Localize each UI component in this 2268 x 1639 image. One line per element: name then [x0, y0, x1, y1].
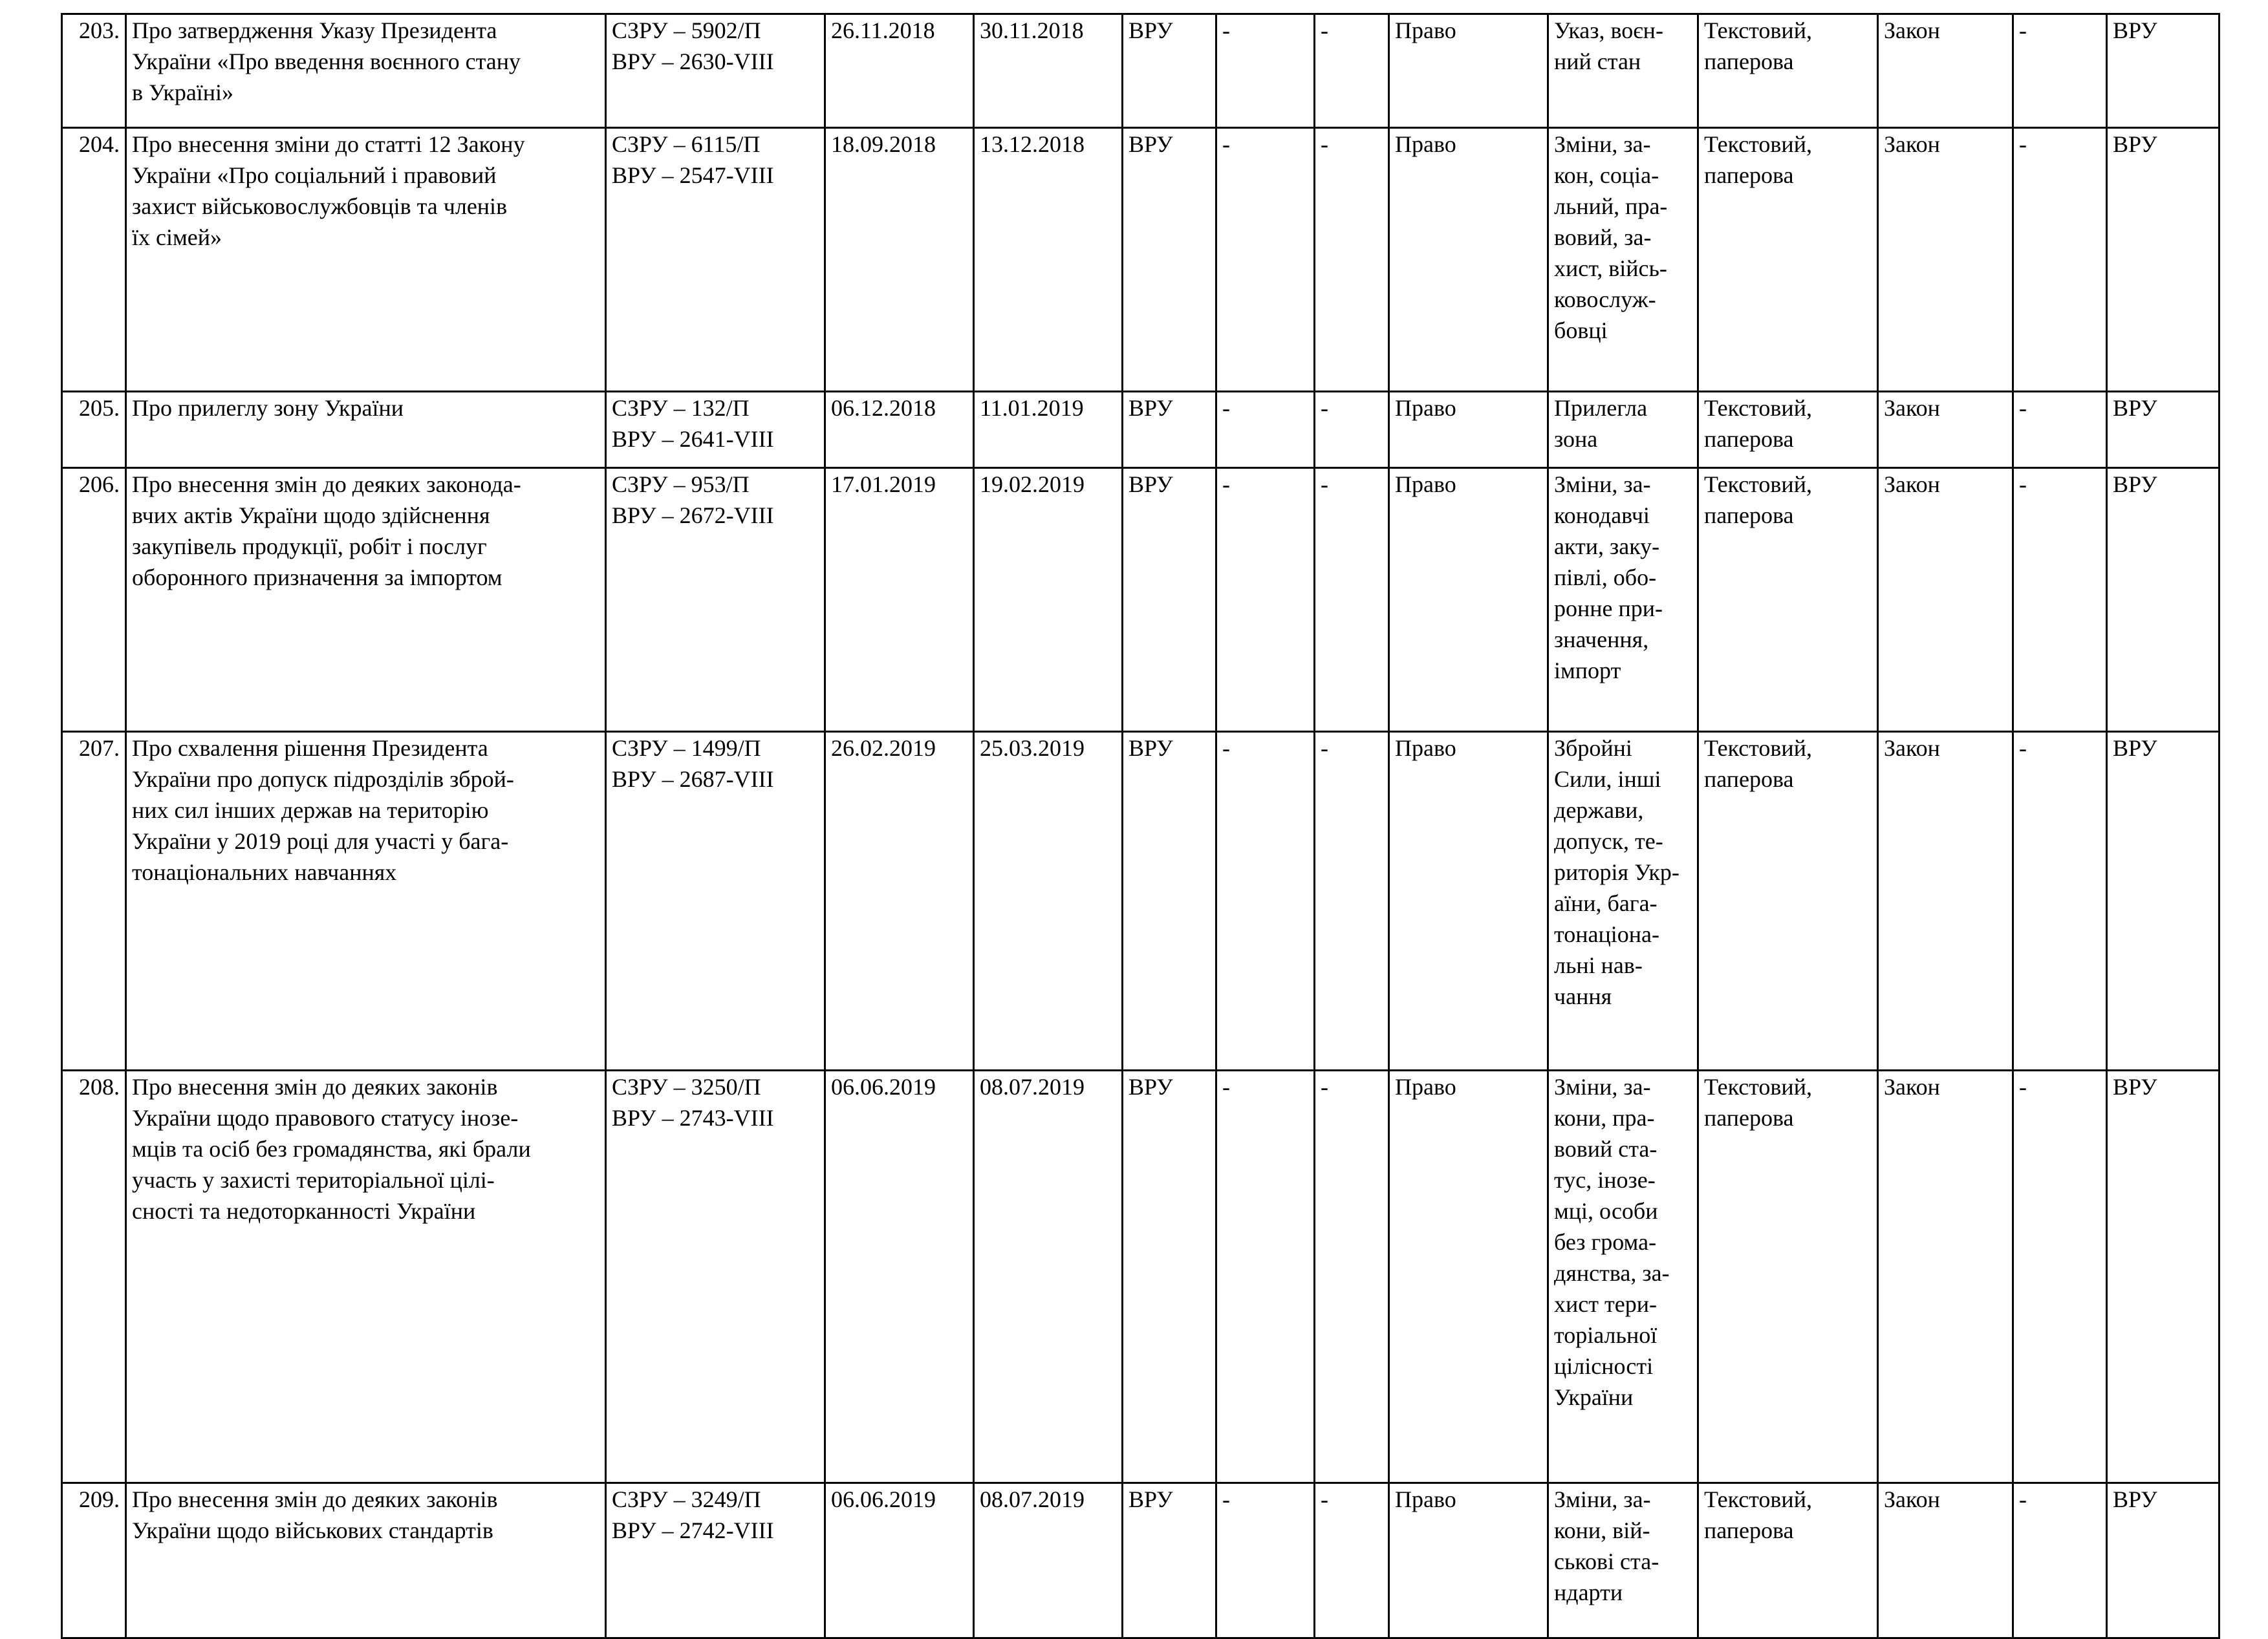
cell-title: Про внесення змін до деяких законів України щодо правового статусу інозе- мців та осіб без громадянства, які брали участь у захисті територіальної цілі- сності та недоторканності України: [126, 1071, 606, 1483]
cell-source: СЗРУ – 5902/П ВРУ – 2630-VIII: [606, 14, 825, 128]
cell-col7: -: [1216, 1071, 1315, 1483]
cell-title: Про внесення змін до деяких законів України щодо військових стандартів: [126, 1483, 606, 1638]
table-row: [62, 468, 2219, 732]
cell-holder: ВРУ: [2107, 468, 2219, 732]
cell-format: Текстовий, паперова: [1698, 468, 1878, 732]
cell-date-registered: 18.09.2018: [825, 128, 974, 392]
cell-date-published: 08.07.2019: [974, 1483, 1123, 1638]
table-body: [62, 14, 2219, 1638]
cell-title: Про прилеглу зону України: [126, 392, 606, 468]
cell-source: СЗРУ – 1499/П ВРУ – 2687-VIII: [606, 732, 825, 1071]
cell-col7: -: [1216, 732, 1315, 1071]
cell-date-published: 19.02.2019: [974, 468, 1123, 732]
cell-source: СЗРУ – 953/П ВРУ – 2672-VIII: [606, 468, 825, 732]
cell-source: СЗРУ – 3249/П ВРУ – 2742-VIII: [606, 1483, 825, 1638]
cell-date-published: 25.03.2019: [974, 732, 1123, 1071]
cell-branch: Право: [1389, 128, 1548, 392]
cell-doc-type: Закон: [1878, 1071, 2013, 1483]
cell-date-registered: 26.02.2019: [825, 732, 974, 1071]
cell-col8: -: [1315, 128, 1389, 392]
cell-col8: -: [1315, 1071, 1389, 1483]
cell-branch: Право: [1389, 1483, 1548, 1638]
cell-keywords: Зміни, за- конодавчі акти, заку- півлі, обо- ронне при- значення, імпорт: [1548, 468, 1698, 732]
cell-number: 206.: [62, 468, 126, 732]
cell-author: ВРУ: [1123, 392, 1216, 468]
cell-source: СЗРУ – 3250/П ВРУ – 2743-VIII: [606, 1071, 825, 1483]
cell-col13: -: [2013, 468, 2107, 732]
cell-author: ВРУ: [1123, 732, 1216, 1071]
cell-author: ВРУ: [1123, 128, 1216, 392]
cell-keywords: Зміни, за- кони, вій- ськові ста- ндарти: [1548, 1483, 1698, 1638]
cell-number: 207.: [62, 732, 126, 1071]
cell-keywords: Збройні Сили, інші держави, допуск, те- риторія Укр- аїни, бага- тонаціона- льні нав- чання: [1548, 732, 1698, 1071]
cell-title: Про схвалення рішення Президента України про допуск підрозділів зброй- них сил інших держав на територію України у 2019 році для участі у бага- тонаціональних навчаннях: [126, 732, 606, 1071]
cell-doc-type: Закон: [1878, 468, 2013, 732]
cell-holder: ВРУ: [2107, 128, 2219, 392]
cell-format: Текстовий, паперова: [1698, 128, 1878, 392]
cell-doc-type: Закон: [1878, 732, 2013, 1071]
cell-title: Про внесення зміни до статті 12 Закону України «Про соціальний і правовий захист військовослужбовців та членів їх сімей»: [126, 128, 606, 392]
cell-branch: Право: [1389, 468, 1548, 732]
cell-number: 204.: [62, 128, 126, 392]
cell-col13: -: [2013, 392, 2107, 468]
cell-col8: -: [1315, 392, 1389, 468]
cell-date-registered: 26.11.2018: [825, 14, 974, 128]
cell-col13: -: [2013, 1483, 2107, 1638]
cell-title: Про затвердження Указу Президента України «Про введення воєнного стану в Україні»: [126, 14, 606, 128]
cell-col13: -: [2013, 1071, 2107, 1483]
cell-col7: -: [1216, 128, 1315, 392]
cell-number: 203.: [62, 14, 126, 128]
cell-doc-type: Закон: [1878, 128, 2013, 392]
cell-author: ВРУ: [1123, 14, 1216, 128]
cell-col7: -: [1216, 392, 1315, 468]
table-row: [62, 1483, 2219, 1638]
cell-author: ВРУ: [1123, 1483, 1216, 1638]
table-row: [62, 392, 2219, 468]
cell-date-published: 08.07.2019: [974, 1071, 1123, 1483]
cell-col13: -: [2013, 14, 2107, 128]
cell-col8: -: [1315, 732, 1389, 1071]
table-row: [62, 14, 2219, 128]
cell-col8: -: [1315, 1483, 1389, 1638]
cell-holder: ВРУ: [2107, 1483, 2219, 1638]
table-row: [62, 732, 2219, 1071]
cell-doc-type: Закон: [1878, 1483, 2013, 1638]
cell-col7: -: [1216, 1483, 1315, 1638]
cell-date-published: 11.01.2019: [974, 392, 1123, 468]
cell-holder: ВРУ: [2107, 732, 2219, 1071]
cell-date-registered: 17.01.2019: [825, 468, 974, 732]
cell-format: Текстовий, паперова: [1698, 14, 1878, 128]
cell-col8: -: [1315, 14, 1389, 128]
cell-branch: Право: [1389, 1071, 1548, 1483]
cell-format: Текстовий, паперова: [1698, 1071, 1878, 1483]
cell-branch: Право: [1389, 732, 1548, 1071]
cell-date-registered: 06.12.2018: [825, 392, 974, 468]
cell-date-published: 13.12.2018: [974, 128, 1123, 392]
table-row: [62, 128, 2219, 392]
cell-holder: ВРУ: [2107, 14, 2219, 128]
cell-title: Про внесення змін до деяких законода- вчих актів України щодо здійснення закупівель продукції, робіт і послуг оборонного призначення за імпортом: [126, 468, 606, 732]
cell-keywords: Указ, воєн- ний стан: [1548, 14, 1698, 128]
cell-keywords: Прилегла зона: [1548, 392, 1698, 468]
cell-format: Текстовий, паперова: [1698, 732, 1878, 1071]
cell-col8: -: [1315, 468, 1389, 732]
cell-doc-type: Закон: [1878, 392, 2013, 468]
cell-number: 208.: [62, 1071, 126, 1483]
cell-number: 209.: [62, 1483, 126, 1638]
cell-doc-type: Закон: [1878, 14, 2013, 128]
table-row: [62, 1071, 2219, 1483]
cell-source: СЗРУ – 132/П ВРУ – 2641-VIII: [606, 392, 825, 468]
cell-format: Текстовий, паперова: [1698, 1483, 1878, 1638]
cell-holder: ВРУ: [2107, 392, 2219, 468]
cell-col13: -: [2013, 732, 2107, 1071]
cell-holder: ВРУ: [2107, 1071, 2219, 1483]
cell-keywords: Зміни, за- кони, пра- вовий ста- тус, інозе- мці, особи без грома- дянства, за- хист тери- торіальної цілісності України: [1548, 1071, 1698, 1483]
cell-date-registered: 06.06.2019: [825, 1071, 974, 1483]
cell-source: СЗРУ – 6115/П ВРУ – 2547-VIII: [606, 128, 825, 392]
cell-date-registered: 06.06.2019: [825, 1483, 974, 1638]
registry-table: [61, 13, 2220, 1639]
cell-author: ВРУ: [1123, 1071, 1216, 1483]
cell-branch: Право: [1389, 14, 1548, 128]
cell-author: ВРУ: [1123, 468, 1216, 732]
cell-branch: Право: [1389, 392, 1548, 468]
cell-date-published: 30.11.2018: [974, 14, 1123, 128]
cell-number: 205.: [62, 392, 126, 468]
cell-keywords: Зміни, за- кон, соціа- льний, пра- вовий, за- хист, війсь- ковослуж- бовці: [1548, 128, 1698, 392]
cell-col13: -: [2013, 128, 2107, 392]
cell-format: Текстовий, паперова: [1698, 392, 1878, 468]
cell-col7: -: [1216, 14, 1315, 128]
cell-col7: -: [1216, 468, 1315, 732]
